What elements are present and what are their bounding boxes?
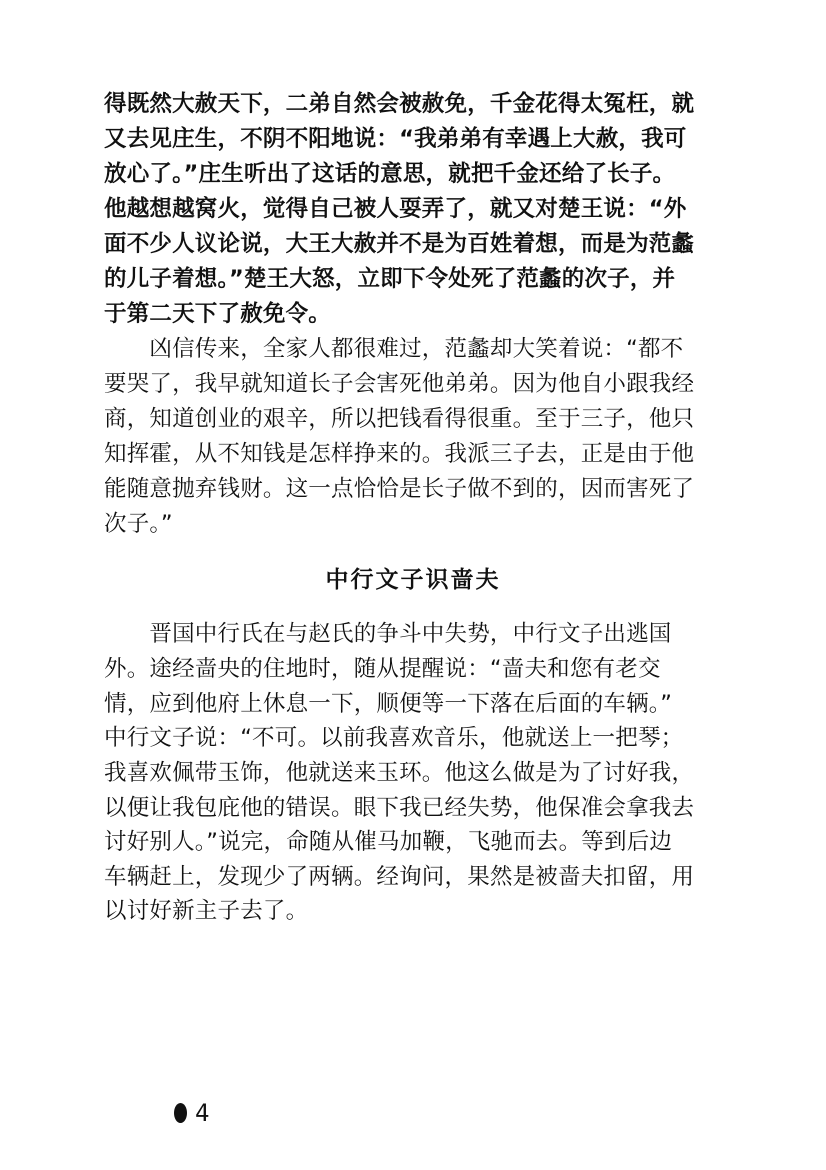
page-footer	[174, 1098, 209, 1128]
text-line: 凶信传来，全家人都很难过，范蠡却大笑着说：“都不	[104, 336, 684, 362]
text-line: 以便让我包庇他的错误。眼下我已经失势，他保准会拿我去	[104, 795, 695, 821]
text-line: 的儿子着想。”楚王大怒，立即下令处死了范蠡的次子，并	[104, 266, 676, 292]
text-line: 商，知道创业的艰辛，所以把钱看得很重。至于三子，他只	[104, 406, 695, 432]
text-line: 讨好别人。”说完，命随从催马加鞭，飞驰而去。等到后边	[104, 829, 673, 855]
text-line: 次子。”	[104, 511, 173, 537]
bullet-icon	[174, 1103, 187, 1123]
page-number: 4	[195, 1099, 210, 1127]
text-line: 车辆赶上，发现少了两辆。经询问，果然是被啬夫扣留，用	[104, 864, 695, 890]
text-line: 面不少人议论说，大王大赦并不是为百姓着想，而是为范蠡	[104, 231, 695, 257]
text-line: 又去见庄生，不阴不阳地说：“我弟弟有幸遇上大赦，我可	[104, 126, 687, 152]
text-line: 要哭了，我早就知道长子会害死他弟弟。因为他自小跟我经	[104, 371, 695, 397]
text-line: 晋国中行氏在与赵氏的争斗中失势，中行文子出逃国	[104, 621, 672, 647]
text-line: 能随意抛弃钱财。这一点恰恰是长子做不到的，因而害死了	[104, 476, 695, 502]
text-line: 知挥霍，从不知钱是怎样挣来的。我派三子去，正是由于他	[104, 441, 695, 467]
section-title: 中行文子识啬夫	[325, 567, 501, 593]
text-line: 中行文子说：“不可。以前我喜欢音乐，他就送上一把琴；	[104, 725, 684, 751]
text-line: 我喜欢佩带玉饰，他就送来玉环。他这么做是为了讨好我，	[104, 760, 695, 786]
text-line: 得既然大赦天下，二弟自然会被赦免，千金花得太冤枉，就	[104, 91, 695, 117]
text-line: 放心了。”庄生听出了这话的意思，就把千金还给了长子。	[104, 161, 676, 187]
text-line: 外。途经啬央的住地时，随从提醒说：“啬夫和您有老交	[104, 656, 661, 682]
text-line: 以讨好新主子去了。	[104, 898, 309, 924]
text-line: 于第二天下了赦免令。	[104, 301, 332, 327]
text-line: 他越想越窝火，觉得自己被人耍弄了，就又对楚王说：“外	[104, 196, 687, 222]
text-line: 情，应到他府上休息一下，顺便等一下落在后面的车辆。”	[104, 691, 673, 717]
